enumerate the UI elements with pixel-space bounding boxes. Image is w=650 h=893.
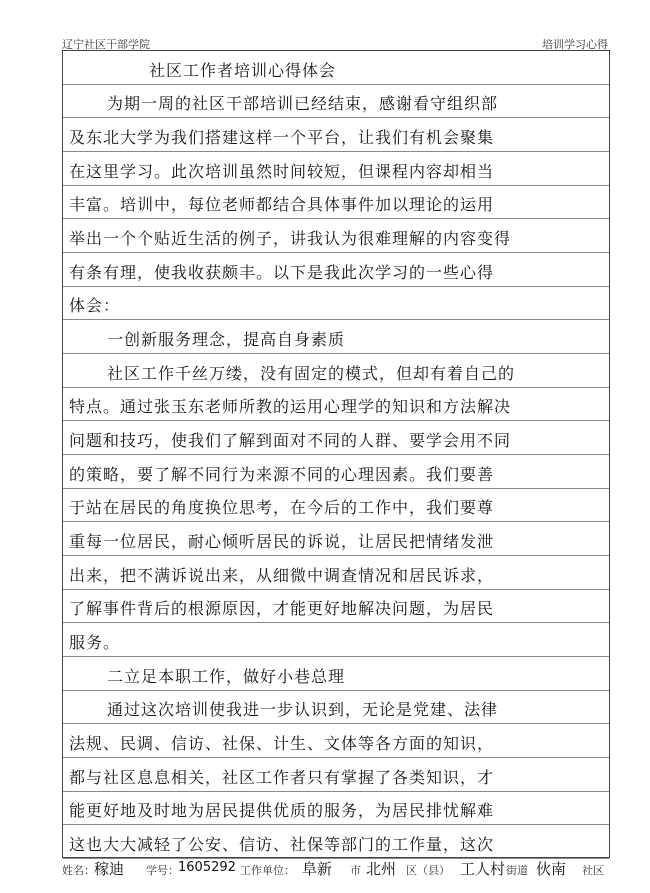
text-line bbox=[63, 354, 609, 388]
text-line bbox=[63, 724, 609, 758]
street-value: 工人村 bbox=[460, 860, 506, 878]
text-line bbox=[63, 320, 609, 354]
text-line bbox=[63, 186, 609, 220]
line-text: 这也大大减轻了公安、信访、社保等部门的工作量，这次 bbox=[69, 835, 495, 854]
text-line bbox=[63, 287, 609, 321]
text-line bbox=[63, 85, 609, 119]
text-line bbox=[63, 556, 609, 590]
text-line bbox=[63, 657, 609, 691]
text-line bbox=[63, 623, 609, 657]
line-text: 在这里学习。此次培训虽然时间较短，但课程内容却相当 bbox=[69, 162, 495, 181]
line-text: 于站在居民的角度换位思考，在今后的工作中，我们要尊 bbox=[69, 499, 495, 518]
community-suffix: 社区 bbox=[582, 864, 604, 877]
line-text: 的策略，要了解不同行为来源不同的心理因素。我们要善 bbox=[69, 465, 495, 484]
text-line bbox=[63, 455, 609, 489]
line-text: 为期一周的社区干部培训已经结束，感谢看守组织部 bbox=[107, 95, 499, 114]
line-text: 问题和技巧，使我们了解到面对不同的人群、要学会用不同 bbox=[69, 431, 512, 450]
work-unit-label: 工作单位： bbox=[240, 864, 295, 877]
line-text: 法规、民调、信访、社保、计生、文体等各方面的知识， bbox=[69, 734, 495, 753]
text-line bbox=[63, 489, 609, 523]
text-line bbox=[63, 691, 609, 725]
street-suffix: 街道 bbox=[506, 864, 528, 877]
line-text: 通过这次培训使我进一步认识到，无论是党建、法律 bbox=[107, 701, 499, 720]
header-school-name: 辽宁社区干部学院 bbox=[62, 38, 150, 51]
line-text: 服务。 bbox=[69, 633, 121, 652]
student-id-value: 1605292 bbox=[178, 860, 236, 875]
district-suffix: 区（县） bbox=[406, 864, 450, 877]
text-line bbox=[63, 522, 609, 556]
community-value: 伙南 bbox=[536, 860, 567, 878]
line-text: 了解事件背后的根源原因，才能更好地解决问题，为居民 bbox=[69, 600, 495, 619]
text-line bbox=[63, 219, 609, 253]
text-line bbox=[63, 825, 609, 859]
text-line bbox=[63, 792, 609, 826]
line-text: 都与社区息息相关，社区工作者只有掌握了各类知识，才 bbox=[69, 768, 495, 787]
text-line bbox=[63, 253, 609, 287]
city-value: 阜新 bbox=[302, 860, 333, 878]
text-line bbox=[63, 388, 609, 422]
text-line bbox=[63, 51, 609, 85]
student-id-label: 学号： bbox=[146, 864, 179, 877]
writing-sheet bbox=[62, 50, 610, 858]
text-line bbox=[63, 758, 609, 792]
text-line bbox=[63, 421, 609, 455]
text-line bbox=[63, 152, 609, 186]
line-text: 及东北大学为我们搭建这样一个平台，让我们有机会聚集 bbox=[69, 128, 495, 147]
line-text: 体会： bbox=[69, 297, 121, 316]
line-text: 一创新服务理念，提高自身素质 bbox=[107, 330, 346, 349]
name-label: 姓名： bbox=[62, 864, 95, 877]
text-line bbox=[63, 118, 609, 152]
essay-title: 社区工作者培训心得体会 bbox=[149, 61, 337, 80]
header-doc-type: 培训学习心得 bbox=[542, 38, 608, 51]
line-text: 有条有理，使我收获颇丰。以下是我此次学习的一些心得 bbox=[69, 263, 495, 282]
line-text: 二立足本职工作，做好小巷总理 bbox=[107, 667, 346, 686]
line-text: 特点。通过张玉东老师所教的运用心理学的知识和方法解决 bbox=[69, 398, 512, 417]
city-suffix: 市 bbox=[350, 864, 361, 877]
footer-info bbox=[62, 860, 622, 880]
line-text: 重每一位居民，耐心倾听居民的诉说，让居民把情绪发泄 bbox=[69, 532, 495, 551]
line-text: 丰富。培训中，每位老师都结合具体事件加以理论的运用 bbox=[69, 196, 495, 215]
district-value: 北州 bbox=[366, 860, 397, 878]
text-line bbox=[63, 590, 609, 624]
line-text: 出来，把不满诉说出来，从细微中调查情况和居民诉求， bbox=[69, 566, 495, 585]
line-text: 社区工作千丝万缕，没有固定的模式，但却有着自己的 bbox=[107, 364, 516, 383]
line-text: 能更好地及时地为居民提供优质的服务，为居民排忧解难 bbox=[69, 802, 495, 821]
name-value: 稼迪 bbox=[94, 860, 125, 878]
line-text: 举出一个个贴近生活的例子，讲我认为很难理解的内容变得 bbox=[69, 229, 512, 248]
